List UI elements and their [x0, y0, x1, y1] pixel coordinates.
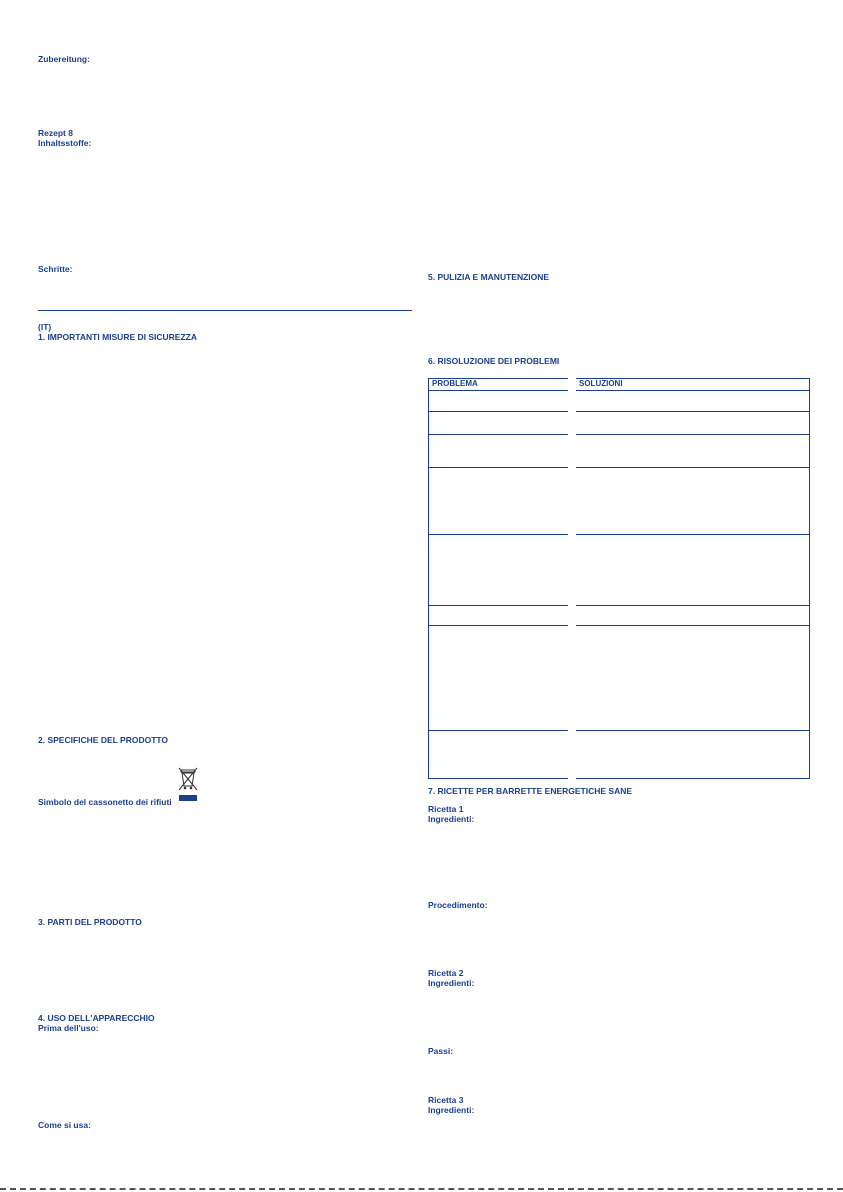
section-4-title: 4. USO DELL'APPARECCHIO	[38, 1013, 155, 1023]
table-row	[429, 434, 810, 467]
heading-ingredienti-1: Ingredienti:	[428, 814, 475, 824]
bin-symbol-label: Simbolo del cassonetto dei rifiuti	[38, 797, 172, 807]
language-tag: (IT)	[38, 322, 52, 332]
heading-procedimento: Procedimento:	[428, 900, 488, 910]
table-header-row	[429, 379, 810, 391]
table-row	[429, 731, 810, 779]
heading-rezept-8: Rezept 8	[38, 128, 73, 138]
heading-ricetta-2: Ricetta 2	[428, 968, 464, 978]
heading-inhaltsstoffe: Inhaltsstoffe:	[38, 138, 92, 148]
heading-ricetta-3: Ricetta 3	[428, 1095, 464, 1105]
column-header-soluzioni: SOLUZIONI	[572, 379, 810, 391]
heading-ingredienti-2: Ingredienti:	[428, 978, 475, 988]
table-row	[429, 626, 810, 731]
heading-passi: Passi:	[428, 1046, 454, 1056]
table-row	[429, 468, 810, 535]
section-5-title: 5. PULIZIA E MANUTENZIONE	[428, 272, 550, 282]
heading-ricetta-1: Ricetta 1	[428, 804, 464, 814]
table-row	[429, 534, 810, 605]
section-1-title: 1. IMPORTANTI MISURE DI SICUREZZA	[38, 332, 197, 342]
section-6-title: 6. RISOLUZIONE DEI PROBLEMI	[428, 356, 560, 366]
heading-come-si-usa: Come si usa:	[38, 1120, 91, 1130]
troubleshooting-table	[428, 378, 810, 779]
section-3-title: 3. PARTI DEL PRODOTTO	[38, 917, 142, 927]
section-2-title: 2. SPECIFICHE DEL PRODOTTO	[38, 735, 169, 745]
table-row	[429, 412, 810, 434]
table-row	[429, 605, 810, 625]
crossed-out-bin-icon	[176, 766, 200, 802]
table-row	[429, 391, 810, 412]
section-divider	[38, 310, 412, 311]
heading-zubereitung: Zubereitung:	[38, 54, 90, 64]
section-7-title: 7. RICETTE PER BARRETTE ENERGETICHE SANE	[428, 786, 633, 796]
heading-ingredienti-3: Ingredienti:	[428, 1105, 475, 1115]
heading-prima-uso: Prima dell'uso:	[38, 1023, 99, 1033]
page-bottom-border	[0, 1188, 843, 1190]
column-header-problema: PROBLEMA	[429, 379, 573, 391]
heading-schritte: Schritte:	[38, 264, 73, 274]
